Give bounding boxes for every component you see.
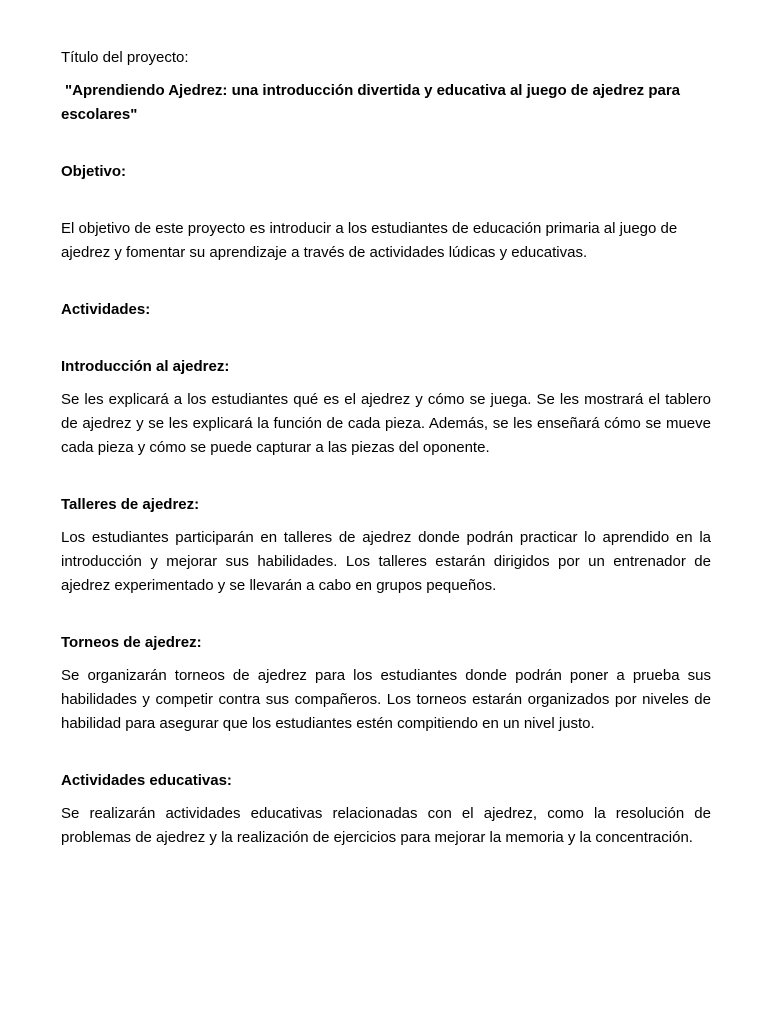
- section-heading-introduccion: Introducción al ajedrez:: [61, 358, 230, 375]
- activities-heading: Actividades:: [61, 301, 151, 318]
- objective-heading: Objetivo:: [61, 163, 127, 180]
- objective-text: El objetivo de este proyecto es introducir a los estudiantes de educación primaria al juego de ajedrez y fomentar su aprendizaje a través de actividades lúdicas y educativas.: [61, 220, 678, 261]
- section-text-introduccion: Se les explicará a los estudiantes qué es el ajedrez y cómo se juega. Se les mostrará el tablero de ajedrez y se les explicará la función de cada pieza. Además, se les enseñará cómo se mueve cada pieza y cómo se puede capturar a las piezas del oponente.: [61, 391, 711, 456]
- title-label: Título del proyecto:: [61, 49, 189, 66]
- project-title: "Aprendiendo Ajedrez: una introducción divertida y educativa al juego de ajedrez para escolares": [61, 82, 681, 123]
- section-heading-actividades-educativas: Actividades educativas:: [61, 772, 232, 789]
- section-text-torneos: Se organizarán torneos de ajedrez para los estudiantes donde podrán poner a prueba sus habilidades y competir contra sus compañeros. Los torneos estarán organizados por niveles de habilidad para asegurar que los estudiantes estén compitiendo en un nivel justo.: [61, 667, 711, 732]
- section-text-talleres: Los estudiantes participarán en talleres de ajedrez donde podrán practicar lo aprendido en la introducción y mejorar sus habilidades. Los talleres estarán dirigidos por un entrenador de ajedrez experimentado y se llevarán a cabo en grupos pequeños.: [61, 529, 711, 594]
- section-heading-talleres: Talleres de ajedrez:: [61, 496, 200, 513]
- section-heading-torneos: Torneos de ajedrez:: [61, 634, 202, 651]
- document-page: [61, 46, 711, 850]
- section-text-actividades-educativas: Se realizarán actividades educativas relacionadas con el ajedrez, como la resolución de problemas de ajedrez y la realización de ejercicios para mejorar la memoria y la concentración.: [61, 805, 711, 846]
